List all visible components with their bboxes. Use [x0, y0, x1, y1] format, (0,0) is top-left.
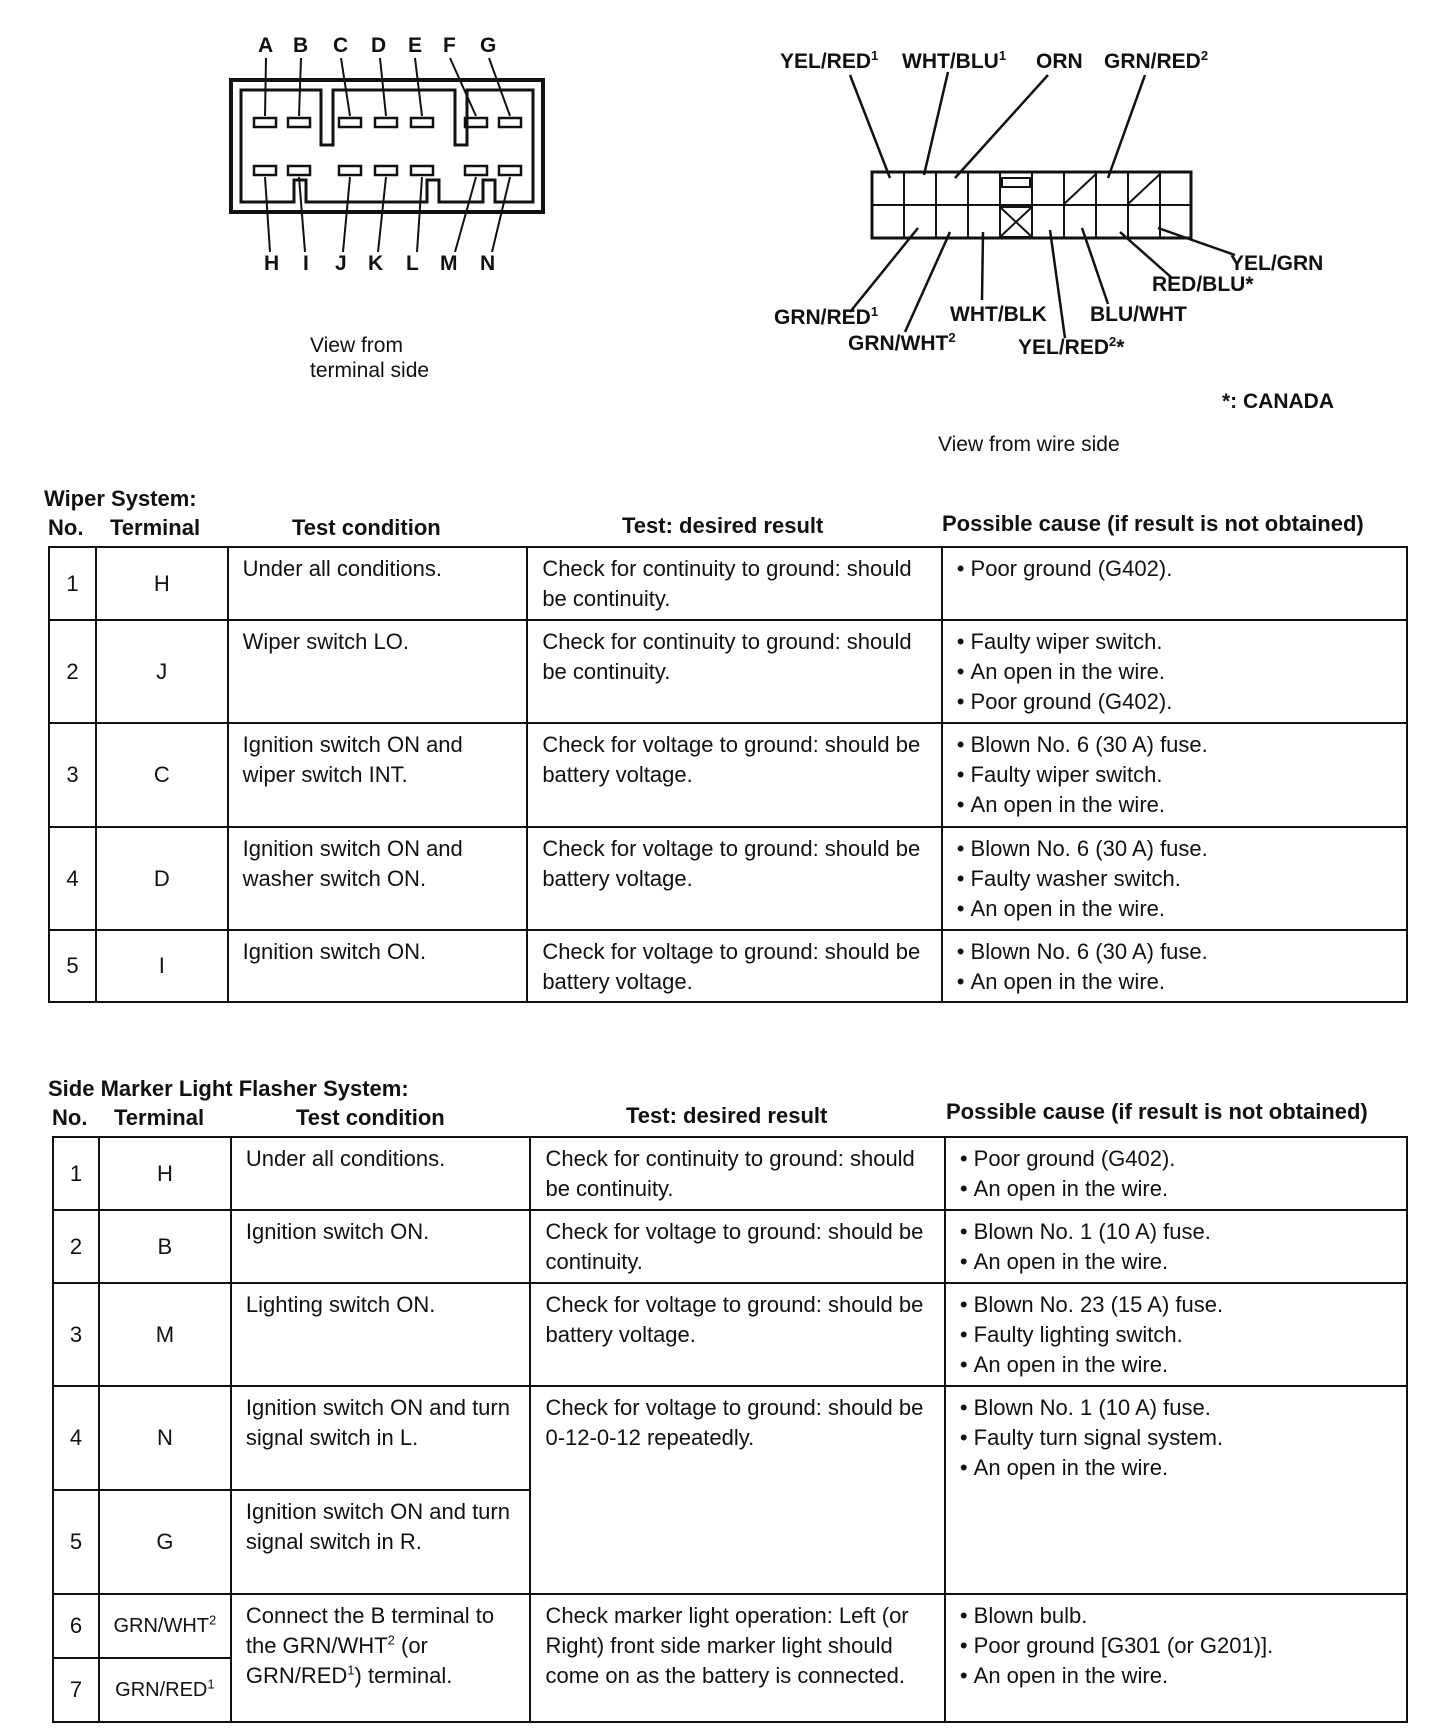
side-marker-table [52, 1136, 1408, 1723]
row-result: Check for voltage to ground: should be continuity. [530, 1210, 944, 1283]
row-condition: Ignition switch ON and turn signal switch in R. [231, 1490, 531, 1594]
row-condition: Lighting switch ON. [231, 1283, 531, 1386]
row-condition: Under all conditions. [228, 547, 528, 620]
row-no: 5 [53, 1490, 99, 1594]
table-row [53, 1386, 1407, 1490]
side-marker-section-title: Side Marker Light Flasher System: [48, 1076, 409, 1101]
row-condition: Ignition switch ON. [228, 930, 528, 1002]
row-terminal: J [96, 620, 228, 723]
row-condition: Ignition switch ON. [231, 1210, 531, 1283]
row-cause: • Blown No. 23 (15 A) fuse. • Faulty lighting switch. • An open in the wire. [945, 1283, 1407, 1386]
row-terminal: H [99, 1137, 231, 1210]
wire-label: ORN [1036, 50, 1083, 73]
pin-label: H [264, 252, 280, 275]
table-row [53, 1210, 1407, 1283]
row-terminal: GRN/WHT$^2$ [99, 1594, 231, 1658]
row-terminal: M [99, 1283, 231, 1386]
pin-label: K [368, 252, 384, 275]
row-no: 2 [53, 1210, 99, 1283]
row-cause: • Blown No. 6 (30 A) fuse. • Faulty washer switch. • An open in the wire. [942, 827, 1407, 930]
wire-label: GRN/RED$^2$ [1104, 48, 1209, 73]
row-no: 3 [49, 723, 96, 827]
header-result: Test: desired result [626, 1103, 828, 1128]
row-result: Check for voltage to ground: should be battery voltage. [527, 930, 941, 1002]
row-result: Check for continuity to ground: should be continuity. [530, 1137, 944, 1210]
pin-label: D [371, 34, 387, 57]
row-cause: • Blown No. 1 (10 A) fuse. • An open in the wire. [945, 1210, 1407, 1283]
right-caption: View from wire side [938, 433, 1120, 456]
header-result: Test: desired result [622, 513, 824, 538]
wiper-section-title: Wiper System: [44, 486, 197, 511]
table-row [53, 1137, 1407, 1210]
header-no: No. [48, 515, 84, 540]
pin-label: F [443, 34, 456, 57]
wiper-table [48, 546, 1408, 1003]
row-terminal: G [99, 1490, 231, 1594]
wire-label: WHT/BLU$^1$ [902, 48, 1007, 73]
header-condition: Test condition [296, 1105, 445, 1130]
row-terminal: C [96, 723, 228, 827]
pin-label: C [333, 34, 349, 57]
row-condition: Under all conditions. [231, 1137, 531, 1210]
pin-label: M [440, 252, 458, 275]
row-result: Check for voltage to ground: should be battery voltage. [527, 723, 941, 827]
row-terminal: N [99, 1386, 231, 1490]
left-caption: View from terminal side [310, 334, 430, 382]
row-terminal: D [96, 827, 228, 930]
wire-label: WHT/BLK [950, 303, 1047, 326]
row-terminal: B [99, 1210, 231, 1283]
row-cause: • Faulty wiper switch. • An open in the wire. • Poor ground (G402). [942, 620, 1407, 723]
row-cause: • Blown No. 6 (30 A) fuse. • Faulty wiper switch. • An open in the wire. [942, 723, 1407, 827]
wire-label: GRN/WHT$^2$ [848, 330, 956, 355]
table-row [49, 620, 1407, 723]
row-terminal: I [96, 930, 228, 1002]
canada-footnote: *: CANADA [1222, 390, 1334, 413]
pin-label: L [406, 252, 419, 275]
row-condition: Ignition switch ON and wiper switch INT. [228, 723, 528, 827]
row-condition: Wiper switch LO. [228, 620, 528, 723]
row-terminal: H [96, 547, 228, 620]
table-row [53, 1594, 1407, 1658]
pin-label: E [408, 34, 423, 57]
wire-label: BLU/WHT [1090, 303, 1187, 326]
row-cause: • Blown No. 6 (30 A) fuse. • An open in the wire. [942, 930, 1407, 1002]
header-condition: Test condition [292, 515, 441, 540]
row-cause: • Blown bulb. • Poor ground [G301 (or G201)]. • An open in the wire. [945, 1594, 1407, 1722]
wire-label: YEL/RED$^2$* [1018, 334, 1125, 359]
pin-label: N [480, 252, 496, 275]
pin-label: G [480, 34, 497, 57]
pin-label: A [258, 34, 274, 57]
table-row [49, 547, 1407, 620]
row-no: 6 [53, 1594, 99, 1658]
row-result: Check for voltage to ground: should be battery voltage. [527, 827, 941, 930]
row-no: 1 [53, 1137, 99, 1210]
row-result: Check for voltage to ground: should be 0-12-0-12 repeatedly. [530, 1386, 944, 1594]
left-connector [231, 58, 543, 252]
row-no: 7 [53, 1658, 99, 1722]
row-no: 4 [53, 1386, 99, 1490]
row-result: Check for voltage to ground: should be battery voltage. [530, 1283, 944, 1386]
table-row [53, 1283, 1407, 1386]
wire-label: YEL/RED$^1$ [780, 48, 879, 73]
right-connector [850, 72, 1235, 338]
table-row [49, 827, 1407, 930]
row-no: 5 [49, 930, 96, 1002]
pin-label: J [335, 252, 347, 275]
row-cause: • Poor ground (G402). • An open in the wire. [945, 1137, 1407, 1210]
row-cause: • Blown No. 1 (10 A) fuse. • Faulty turn signal system. • An open in the wire. [945, 1386, 1407, 1594]
row-condition: Ignition switch ON and turn signal switch in L. [231, 1386, 531, 1490]
row-condition: Connect the B terminal to the GRN/WHT$^2$ (or GRN/RED$^1$) terminal. [231, 1594, 531, 1722]
row-no: 4 [49, 827, 96, 930]
row-condition: Ignition switch ON and washer switch ON. [228, 827, 528, 930]
row-result: Check for continuity to ground: should be continuity. [527, 620, 941, 723]
row-terminal: GRN/RED$^1$ [99, 1658, 231, 1722]
header-cause: Possible cause (if result is not obtained) [942, 511, 1364, 536]
row-no: 3 [53, 1283, 99, 1386]
wire-label: YEL/GRN [1230, 252, 1324, 275]
header-terminal: Terminal [110, 515, 201, 540]
row-no: 1 [49, 547, 96, 620]
header-no: No. [52, 1105, 88, 1130]
wire-label: GRN/RED$^1$ [774, 304, 879, 329]
wire-label: RED/BLU* [1152, 273, 1254, 296]
header-cause: Possible cause (if result is not obtained) [946, 1099, 1368, 1124]
row-result: Check marker light operation: Left (or Right) front side marker light should come on as the battery is connected. [530, 1594, 944, 1722]
header-terminal: Terminal [114, 1105, 205, 1130]
table-row [49, 723, 1407, 827]
row-no: 2 [49, 620, 96, 723]
pin-label: B [293, 34, 309, 57]
pin-label: I [303, 252, 309, 275]
table-row [49, 930, 1407, 1002]
row-cause: • Poor ground (G402). [942, 547, 1407, 620]
row-result: Check for continuity to ground: should be continuity. [527, 547, 941, 620]
